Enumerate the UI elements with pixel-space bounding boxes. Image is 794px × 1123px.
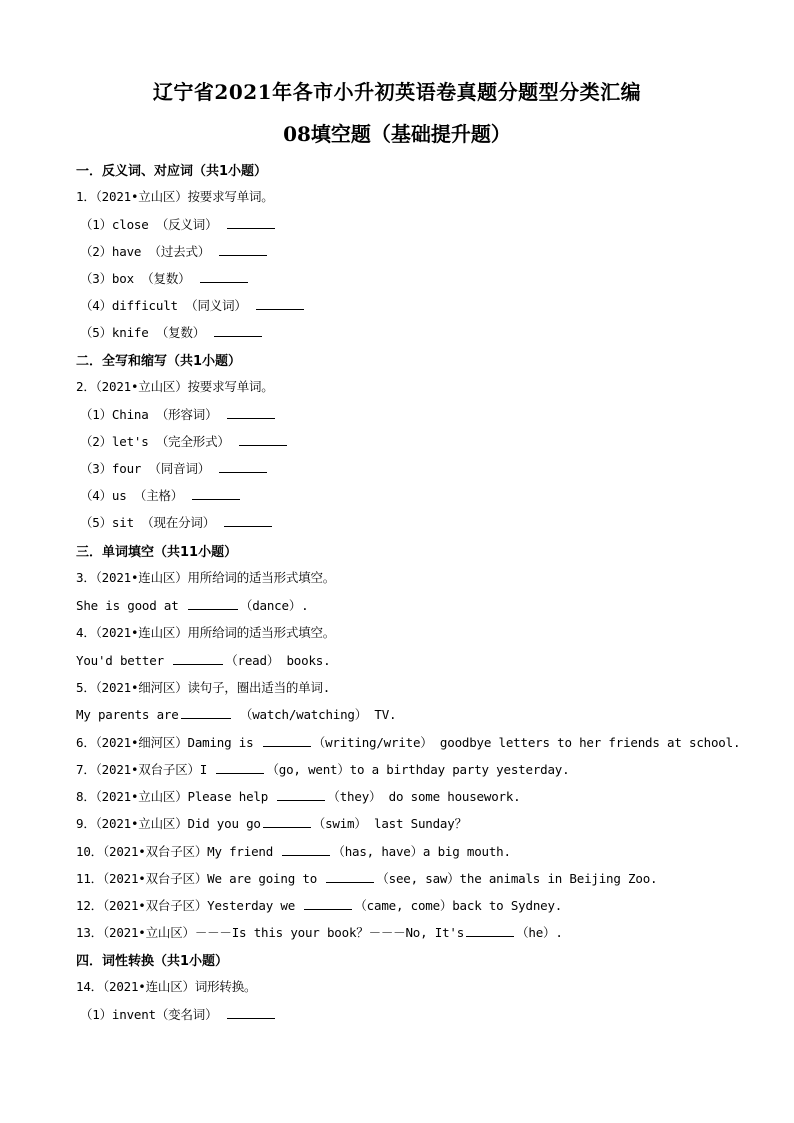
answer-blank[interactable]	[214, 324, 262, 337]
answer-blank[interactable]	[277, 788, 325, 801]
question-sentence: 9．（2021•立山区）Did you go （swim） last Sunday？	[76, 816, 467, 831]
question-item: （1）close （反义词）	[80, 215, 277, 233]
question-sentence: 10．（2021•双台子区）My friend （has, have）a big mouth.	[76, 844, 511, 859]
answer-blank[interactable]	[219, 243, 267, 256]
answer-blank[interactable]	[282, 843, 330, 856]
answer-blank[interactable]	[227, 216, 275, 229]
answer-blank[interactable]	[181, 706, 231, 719]
answer-blank[interactable]	[188, 597, 238, 610]
answer-blank[interactable]	[216, 761, 264, 774]
document-subtitle: 08填空题（基础提升题）	[283, 122, 511, 146]
question-item: （3）box （复数）	[80, 269, 250, 287]
question-sentence: 11．（2021•双台子区）We are going to （see, saw）the animals in Beijing Zoo.	[76, 871, 658, 886]
document-title: 辽宁省2021年各市小升初英语卷真题分题型分类汇编	[152, 80, 642, 104]
question-stem: 1．（2021•立山区）按要求写单词。	[76, 189, 274, 204]
section-heading: 四．词性转换（共1小题）	[76, 954, 229, 969]
question-sentence: 6．（2021•细河区）Daming is （writing/write） goodbye letters to her friends at school.	[76, 735, 741, 750]
answer-blank[interactable]	[263, 815, 311, 828]
question-sentence: 12．（2021•双台子区）Yesterday we （came, come）back to Sydney.	[76, 898, 563, 913]
question-sentence: My parents are （watch/watching） TV.	[76, 707, 397, 722]
question-item: （4）us （主格）	[80, 486, 242, 504]
answer-blank[interactable]	[173, 652, 223, 665]
question-item: （1）invent（变名词）	[80, 1005, 277, 1023]
question-sentence: 13．（2021•立山区）－－－Is this your book？－－－No, It's （he）.	[76, 925, 563, 940]
question-stem: 2．（2021•立山区）按要求写单词。	[76, 379, 274, 394]
question-item: （5）sit （现在分词）	[80, 513, 274, 531]
answer-blank[interactable]	[326, 870, 374, 883]
answer-blank[interactable]	[227, 1006, 275, 1019]
question-stem: 5．（2021•细河区）读句子，圈出适当的单词.	[76, 680, 331, 695]
question-stem: 4．（2021•连山区）用所给词的适当形式填空。	[76, 625, 336, 640]
question-item: （5）knife （复数）	[80, 323, 264, 341]
question-sentence: You'd better （read） books.	[76, 653, 331, 668]
question-item: （4）difficult （同义词）	[80, 296, 306, 314]
question-item: （2）let's （完全形式）	[80, 432, 289, 450]
answer-blank[interactable]	[239, 433, 287, 446]
answer-blank[interactable]	[227, 406, 275, 419]
question-item: （1）China （形容词）	[80, 405, 277, 423]
answer-blank[interactable]	[224, 514, 272, 527]
question-sentence: 8．（2021•立山区）Please help （they） do some housework.	[76, 789, 521, 804]
answer-blank[interactable]	[219, 460, 267, 473]
question-sentence: She is good at （dance）.	[76, 598, 309, 613]
answer-blank[interactable]	[263, 734, 311, 747]
question-item: （3）four （同音词）	[80, 459, 269, 477]
answer-blank[interactable]	[466, 924, 514, 937]
answer-blank[interactable]	[200, 270, 248, 283]
question-item: （2）have （过去式）	[80, 242, 269, 260]
question-stem: 3．（2021•连山区）用所给词的适当形式填空。	[76, 570, 336, 585]
question-sentence: 7．（2021•双台子区）I （go, went）to a birthday party yesterday.	[76, 762, 570, 777]
answer-blank[interactable]	[304, 897, 352, 910]
section-heading: 二．全写和缩写（共1小题）	[76, 354, 242, 369]
section-heading: 三．单词填空（共11小题）	[76, 545, 238, 560]
section-heading: 一．反义词、对应词（共1小题）	[76, 164, 268, 179]
answer-blank[interactable]	[192, 487, 240, 500]
answer-blank[interactable]	[256, 297, 304, 310]
question-stem: 14．（2021•连山区）词形转换。	[76, 979, 257, 994]
